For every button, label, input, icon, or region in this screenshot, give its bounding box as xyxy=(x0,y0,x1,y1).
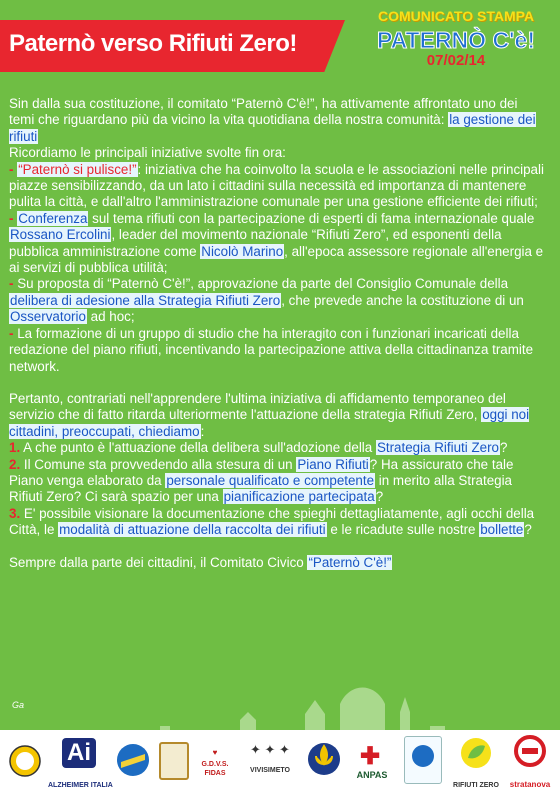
brand-logo: PATERNÒ C'è! xyxy=(377,27,535,53)
association-logo-2 xyxy=(115,730,151,792)
press-label: COMUNICATO STAMPA xyxy=(377,8,535,24)
fleur-de-lis-icon xyxy=(306,738,342,780)
highlight-conferenza: Conferenza xyxy=(18,210,88,226)
logo-gdvs: ♥ G.D.V.S. FIDAS xyxy=(194,730,236,792)
alzheimer-icon: Ai xyxy=(62,738,96,768)
portrait-emblem-icon xyxy=(159,742,189,780)
highlight-piano-rifiuti: Piano Rifiuti xyxy=(297,456,369,472)
logo-anpas: ✚ ANPAS xyxy=(356,743,388,780)
sponsor-logos-strip xyxy=(0,730,560,792)
association-logo-4 xyxy=(402,730,444,792)
rifiuti-zero-leaf-icon xyxy=(459,736,493,770)
logo-vivisimeto: ✦ ✦ ✦ VIVISIMETO xyxy=(238,730,302,792)
highlight-paterno-ce: “Paternò C'è!” xyxy=(308,554,392,570)
question-1: 1. A che punto è l'attuazione della delibera sull'adozione della Strategia Rifiuti Zero? xyxy=(9,440,508,456)
association-badge-icon xyxy=(8,741,42,781)
highlight-pianificazione: pianificazione partecipata xyxy=(223,489,375,505)
highlight-citizens-ask: oggi noi cittadini, preoccupati, chiediamo xyxy=(9,407,530,439)
initiative-1: - “Paternò si pulisce!”: iniziativa che ha coinvolto la scuola e le associazioni nelle principali piazze sensibilizzando, da un lato i cittadini sulla necessità ed importanza di mantenere pulita la città, e dall'altro l'amministrazione comunale per una gestione efficiente dei rifiuti; xyxy=(9,161,544,210)
tricolor-ribbon-icon xyxy=(115,740,151,780)
closing-paragraph: Sempre dalla parte dei cittadini, il Comitato Civico “Paternò C'è!” xyxy=(9,554,392,570)
question-2: 2. Il Comune sta provvedendo alla stesura di un Piano Rifiuti? Ha assicurato che tale Piano venga elaborato da personale qualificato e competente in merito alla Strategia Rifiuti Zero? Ci sarà spazio per una pianificazione partecipata? xyxy=(9,456,514,505)
highlight-rossano-ercolini: Rossano Ercolini xyxy=(10,227,111,243)
highlight-paterno-si-pulisce: “Paternò si pulisce!” xyxy=(18,161,137,177)
highlight-waste-management: la gestione dei rifiuti xyxy=(9,112,536,144)
initiatives-intro: Ricordiamo le principali iniziative svolte fin ora: xyxy=(9,145,286,161)
initiative-3: - Su proposta di “Paternò C'è!”, approvazione da parte del Consiglio Comunale della delibera di adesione alla Strategia Rifiuti Zero, che prevede anche la costituzione di un Osservatorio ad hoc; xyxy=(9,276,524,325)
initiative-2: - Conferenza sul tema rifiuti con la partecipazione di esperti di fama internazionale quale Rossano Ercolini, leader del movimento nazionale “Rifiuti Zero”, ed esponenti della pubblica amministrazione come Nicolò Marino, all'epoca assessore regionale all'energia e ai servizi di pubblica utilità; xyxy=(9,210,544,276)
press-header xyxy=(360,8,552,69)
logo-alzheimer: Ai ALZHEIMER ITALIA xyxy=(48,739,113,789)
logo-stratanova: stratanova xyxy=(504,730,556,792)
release-date: 07/02/14 xyxy=(426,52,486,69)
logo-rifiuti-zero: RIFIUTI ZERO xyxy=(450,730,502,792)
intro-paragraph: Sin dalla sua costituzione, il comitato “Paternò C'è!”, ha attivamente affrontato uno dei temi che riguardano più da vicino la vita quotidiana della nostra comunità: la gestione dei rifiuti xyxy=(9,96,536,144)
highlight-personale: personale qualificato e competente xyxy=(166,472,375,488)
stratanova-ring-icon xyxy=(512,734,548,768)
body-text xyxy=(9,96,544,571)
scout-logo xyxy=(306,730,342,792)
initiative-4: - La formazione di un gruppo di studio che ha interagito con i funzionari incaricati della redazione del piano rifiuti, incentivando la partecipazione attiva della cittadinanza tramite network. xyxy=(9,325,534,374)
request-paragraph: Pertanto, contrariati nell'apprendere l'ultima iniziativa di affidamento temporaneo del servizio che di fatto ritarda ulteriormente l'attuazione della strategia Rifiuti Zero, oggi noi cittadini, preoccupati, chiediamo: xyxy=(9,390,530,439)
highlight-modalita: modalità di attuazione della raccolta dei rifiuti xyxy=(59,522,326,538)
leaflet-logo-icon xyxy=(404,736,442,784)
association-logo-1 xyxy=(8,730,42,792)
highlight-nicolo-marino: Nicolò Marino xyxy=(201,243,284,259)
artist-signature: Ga xyxy=(12,700,25,710)
highlight-strategia: Strategia Rifiuti Zero xyxy=(376,440,499,456)
association-logo-3 xyxy=(156,730,190,792)
vivisimeto-birds-icon: ✦ ✦ ✦ xyxy=(250,742,290,757)
question-3: 3. E' possibile visionare la documentazione che spieghi dettagliatamente, agli occhi della Città, le modalità di attuazione della raccolta dei rifiuti e le ricadute sulle nostre bollette? xyxy=(9,505,535,538)
highlight-delibera: delibera di adesione alla Strategia Rifiuti Zero xyxy=(10,292,281,308)
page-title: Paternò verso Rifiuti Zero! xyxy=(9,30,297,57)
gdvs-drop-icon: ♥ xyxy=(212,748,218,757)
highlight-osservatorio: Osservatorio xyxy=(10,309,86,325)
red-cross-icon: ✚ xyxy=(360,743,381,770)
highlight-bollette: bollette xyxy=(480,522,524,538)
